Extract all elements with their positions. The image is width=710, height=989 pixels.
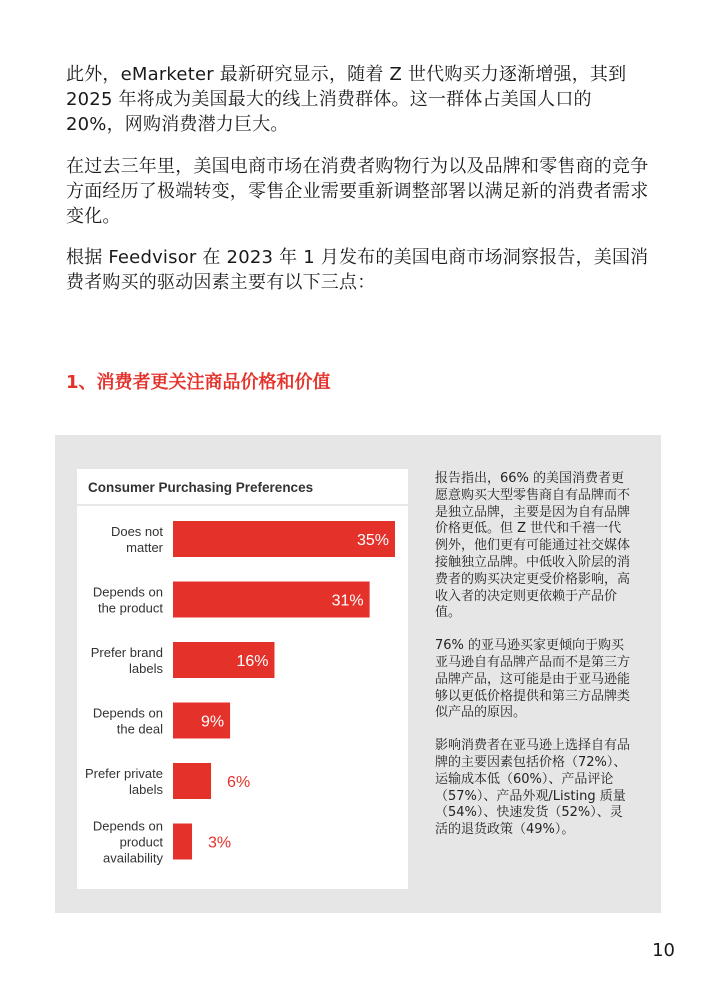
category-label-line: availability (103, 850, 163, 866)
bar-4 (173, 763, 211, 799)
category-label-line: Depends on (92, 818, 163, 834)
category-label-line: Depends on (92, 705, 163, 721)
chart-card (77, 469, 408, 889)
chart-panel (55, 435, 661, 913)
chart-title: Consumer Purchasing Preferences (88, 480, 314, 495)
bar-value-label-0: 35% (356, 532, 389, 549)
category-label-1 (93, 585, 164, 616)
category-label-5 (93, 819, 164, 866)
bar-value-label-5: 3% (208, 834, 232, 852)
intro-paragraph-2: 在过去三年里，美国电商市场在消费者购物行为以及品牌和零售商的竞争方面经历了极端转变，零售企业需要重新调整部署以满足新的消费者需求变化。 (66, 156, 649, 227)
section-title: 1、消费者更关注商品价格和价值 (66, 372, 331, 393)
category-label-4 (85, 766, 164, 797)
side-note-2: 76% 的亚马逊买家更倾向于购买亚马逊自有品牌产品而不是第三方品牌产品，这可能是由于亚马逊能够以更低价格提供和第三方品牌类似产品的原因。 (435, 638, 631, 721)
category-label-line: labels (129, 782, 163, 797)
side-note-1: 报告指出，66% 的美国消费者更愿意购买大型零售商自有品牌而不是独立品牌，主要是因为自有品牌价格更低。但 Z 世代和千禧一代例外，他们更有可能通过社交媒体接触独立品牌。中低收入阶层的消费者的购买决定更受价格影响，高收入者的决定则更依赖于产品价值。 (435, 471, 631, 621)
category-label-3 (93, 706, 163, 737)
category-label-line: the product (97, 600, 163, 616)
bar-value-label-4: 6% (227, 774, 251, 791)
bar-5 (173, 824, 192, 860)
category-label-0 (111, 524, 164, 555)
intro-paragraph-3: 根据 Feedvisor 在 2023 年 1 月发布的美国电商市场洞察报告，美国消费者购买的驱动因素主要有以下三点： (66, 247, 649, 293)
category-label-line: Does not (110, 524, 163, 539)
intro-paragraph-1: 此外，eMarketer 最新研究显示，随着 Z 世代购买力逐渐增强，其到 2025 年将成为美国最大的线上消费群体。这一群体占美国人口的 20%，网购消费潜力巨大。 (66, 64, 627, 135)
side-notes (435, 471, 631, 855)
side-note-3: 影响消费者在亚马逊上选择自有品牌的主要因素包括价格（72%）、运输成本低（60%）、产品评论（57%）、产品外观/Listing 质量（54%）、快速发货（52%）、灵活的退货政策（49%）。 (435, 738, 631, 838)
category-label-line: product (119, 834, 163, 850)
category-label-line: Prefer brand (90, 645, 163, 660)
category-label-line: the deal (116, 721, 163, 737)
bars-group (85, 521, 395, 866)
category-label-line: matter (126, 540, 163, 555)
category-label-2 (91, 645, 164, 676)
bar-value-label-1: 31% (331, 592, 364, 610)
category-label-line: Depends on (92, 584, 163, 600)
category-label-line: Prefer private (84, 766, 163, 781)
category-label-line: labels (129, 661, 163, 676)
bar-chart (77, 469, 408, 889)
bar-value-label-3: 9% (200, 713, 225, 731)
bar-value-label-2: 16% (236, 653, 269, 670)
page-number: 10 (652, 940, 675, 961)
